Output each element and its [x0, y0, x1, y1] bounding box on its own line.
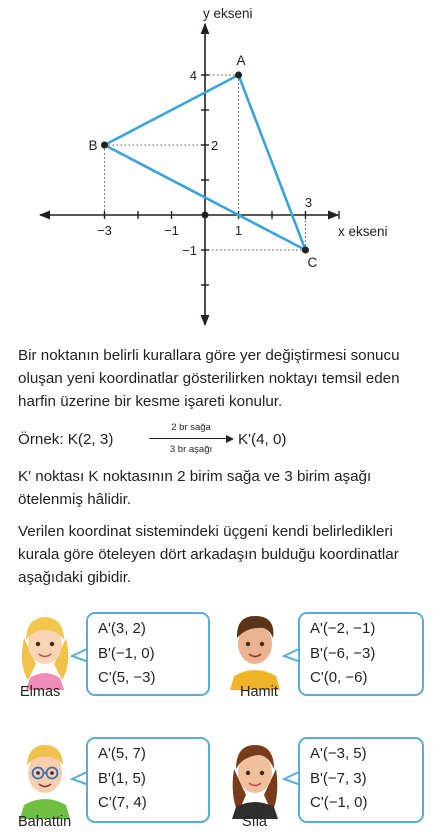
origin-point	[202, 212, 209, 219]
coordinate-diagram	[0, 0, 433, 335]
arrow-bottom-label: 3 br aşağı	[169, 444, 213, 455]
point-c	[302, 247, 309, 254]
x-axis-label: x ekseni	[338, 224, 388, 239]
arrow-head-icon	[226, 435, 234, 443]
boy-glasses-avatar-icon	[14, 733, 76, 819]
friend-card-bahattin	[0, 725, 215, 837]
example-line	[18, 422, 428, 458]
y-axis-label: y ekseni	[203, 6, 253, 21]
task-paragraph: Verilen koordinat sistemindeki üçgeni kendi belirledikleri kurala göre öteleyen dört arkadaşın bulduğu koordinatlar aşağıdaki gibidir.	[18, 523, 399, 586]
friend-name: Bahattin	[18, 814, 72, 830]
coordinate-c: C'(0, −6)	[310, 669, 368, 686]
friend-name: Hamit	[240, 684, 278, 700]
coordinate-a: A'(−3, 5)	[310, 745, 367, 762]
coordinate-b: B'(1, 5)	[98, 769, 146, 787]
translation-arrow	[149, 422, 233, 456]
coordinate-b: B'(−7, 3)	[310, 769, 367, 787]
boy-avatar-icon	[224, 604, 286, 690]
friend-name: Elmas	[20, 684, 61, 700]
coordinates-bubble	[298, 737, 424, 823]
coordinate-a: A'(5, 7)	[98, 745, 146, 762]
x-tick-label: 1	[234, 223, 243, 238]
coordinate-b: B'(−1, 0)	[98, 644, 155, 662]
coordinates-bubble	[86, 612, 210, 696]
point-label-c: C	[307, 255, 318, 270]
point-label-b: B	[88, 138, 98, 153]
girl-avatar-icon	[14, 604, 76, 690]
coordinate-c: C'(7, 4)	[98, 794, 147, 811]
friend-card-elmas	[0, 600, 215, 710]
x-tick-label: −1	[164, 223, 179, 238]
coordinates-bubble	[298, 612, 424, 696]
friend-name: Sıla	[242, 814, 267, 830]
coordinate-a: A'(3, 2)	[98, 620, 146, 637]
x-tick-label: 3	[304, 195, 313, 210]
coordinate-a: A'(−2, −1)	[310, 620, 376, 637]
friend-card-sila	[216, 725, 431, 837]
example-result: K'(4, 0)	[238, 431, 287, 448]
explanation-paragraph: K' noktası K noktasının 2 birim sağa ve 3 birim aşağı ötelenmiş hâlidir.	[18, 468, 372, 508]
intro-paragraph: Bir noktanın belirli kurallara göre yer değiştirmesi sonucu oluşan yeni koordinatlar gösterilirken noktayı temsil eden harfin üzerine bir kesme işareti konulur.	[18, 347, 400, 410]
y-tick-label: 4	[189, 68, 197, 83]
example-label: Örnek: K(2, 3)	[18, 431, 114, 448]
coordinate-b: B'(−6, −3)	[310, 644, 376, 662]
coordinate-c: C'(5, −3)	[98, 669, 156, 686]
arrow-top-label: 2 br sağa	[171, 422, 211, 433]
girl-dark-hair-avatar-icon	[224, 733, 286, 819]
coordinate-c: C'(−1, 0)	[310, 794, 368, 811]
y-tick-label: 2	[211, 138, 219, 153]
point-a	[235, 72, 242, 79]
coordinates-bubble	[86, 737, 210, 823]
friend-card-hamit	[216, 600, 431, 710]
point-b	[101, 142, 108, 149]
y-tick-label: −1	[182, 243, 197, 258]
arrow-line	[149, 438, 227, 439]
point-label-a: A	[236, 53, 246, 68]
x-tick-label: −3	[97, 223, 112, 238]
